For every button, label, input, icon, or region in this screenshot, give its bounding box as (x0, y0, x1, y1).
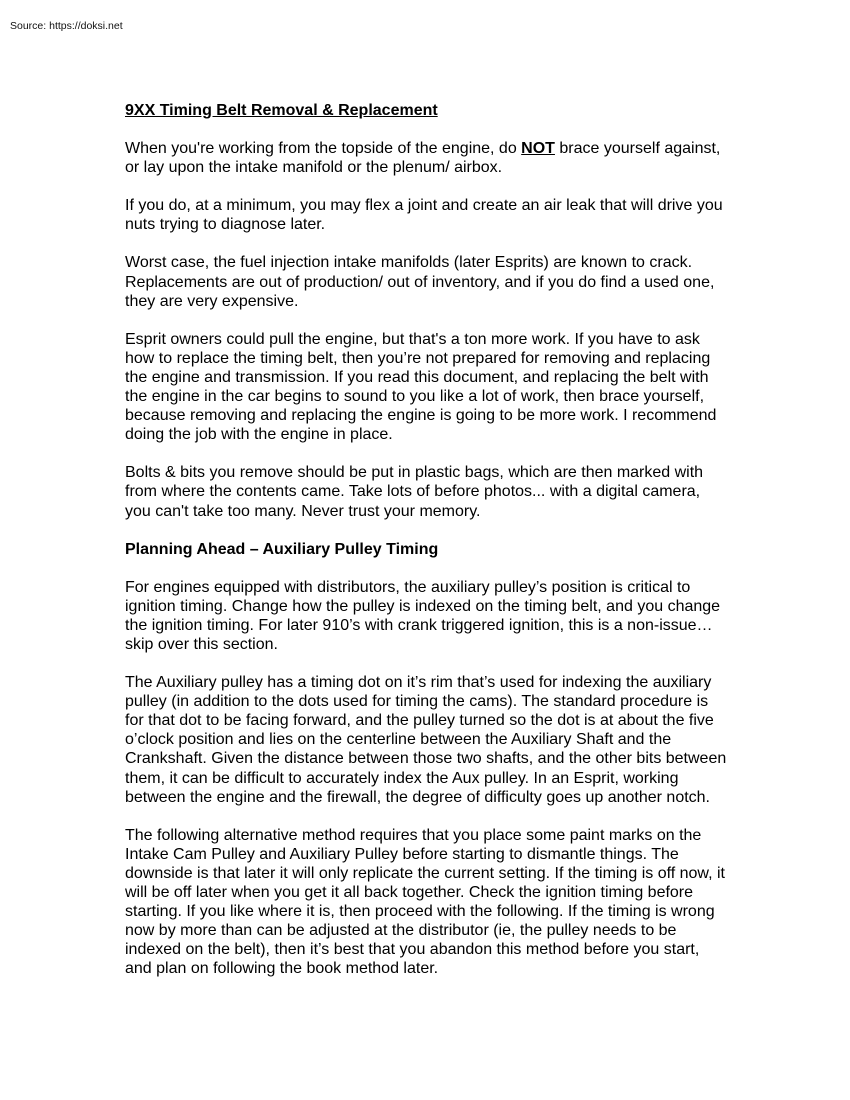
paragraph-distributors: For engines equipped with distributors, the auxiliary pulley’s position is critical to ignition timing. Change how the pulley is indexed on the timing belt, and you change the ignition timing. For later 910’s with crank triggered ignition, this is a non-issue… skip over this section. (125, 578, 721, 653)
emphasis-not: NOT (521, 140, 555, 158)
paragraph-alternative-method: The following alternative method requires that you place some paint marks on the Intake Cam Pulley and Auxiliary Pulley before starting to dismantle things. The downside is that later it will only replicate the current setting. If the timing is off now, it will be off later when you get it all back together. Check the ignition timing before starting. If you like where it is, then proceed with the following. If the timing is wrong now by more than can be adjusted at the distributor (ie, the pulley needs to be indexed on the belt), then it’s best that you abandon this method before you start, and plan on following the book method later. (125, 826, 725, 978)
intro-text-before: When you're working from the topside of the engine, do (125, 140, 522, 158)
document-title: 9XX Timing Belt Removal & Replacement (125, 102, 438, 119)
document-body (125, 101, 730, 997)
paragraph-auxiliary-pulley: The Auxiliary pulley has a timing dot on it’s rim that’s used for indexing the auxiliary pulley (in addition to the dots used for timing the cams). The standard procedure is for that dot to be facing forward, and the pulley turned so the dot is at about the five o’clock position and lies on the centerline between the Auxiliary Shaft and the Crankshaft. Given the distance between those two shafts, and the other bits between them, it can be difficult to accurately index the Aux pulley. In an Esprit, working between the engine and the firewall, the degree of difficulty goes up another notch. (125, 674, 727, 806)
source-attribution: Source: https://doksi.net (10, 20, 123, 32)
intro-paragraph (125, 139, 730, 177)
paragraph-bolts-bits: Bolts & bits you remove should be put in plastic bags, which are then marked with from where the contents came. Take lots of before photos... with a digital camera, you can't take too many. Never trust your memory. (125, 464, 704, 520)
section-heading: Planning Ahead – Auxiliary Pulley Timing (125, 540, 439, 558)
paragraph-pull-engine: Esprit owners could pull the engine, but that's a ton more work. If you have to ask how to replace the timing belt, then you’re not prepared for removing and replacing the engine and transmission. If you read this document, and replacing the belt with the engine in the car begins to sound to you like a lot of work, then brace yourself, because removing and replacing the engine is going to be more work. I recommend doing the job with the engine in place. (125, 330, 717, 444)
paragraph-flex-joint: If you do, at a minimum, you may flex a joint and create an air leak that will drive you nuts trying to diagnose later. (125, 197, 723, 234)
paragraph-worst-case: Worst case, the fuel injection intake manifolds (later Esprits) are known to crack. Replacements are out of production/ out of inventory, and if you do find a used one, they are very expensive. (125, 254, 715, 310)
intro-text-after: brace yourself against, or lay upon the intake manifold or the plenum/ airbox. (125, 140, 721, 177)
